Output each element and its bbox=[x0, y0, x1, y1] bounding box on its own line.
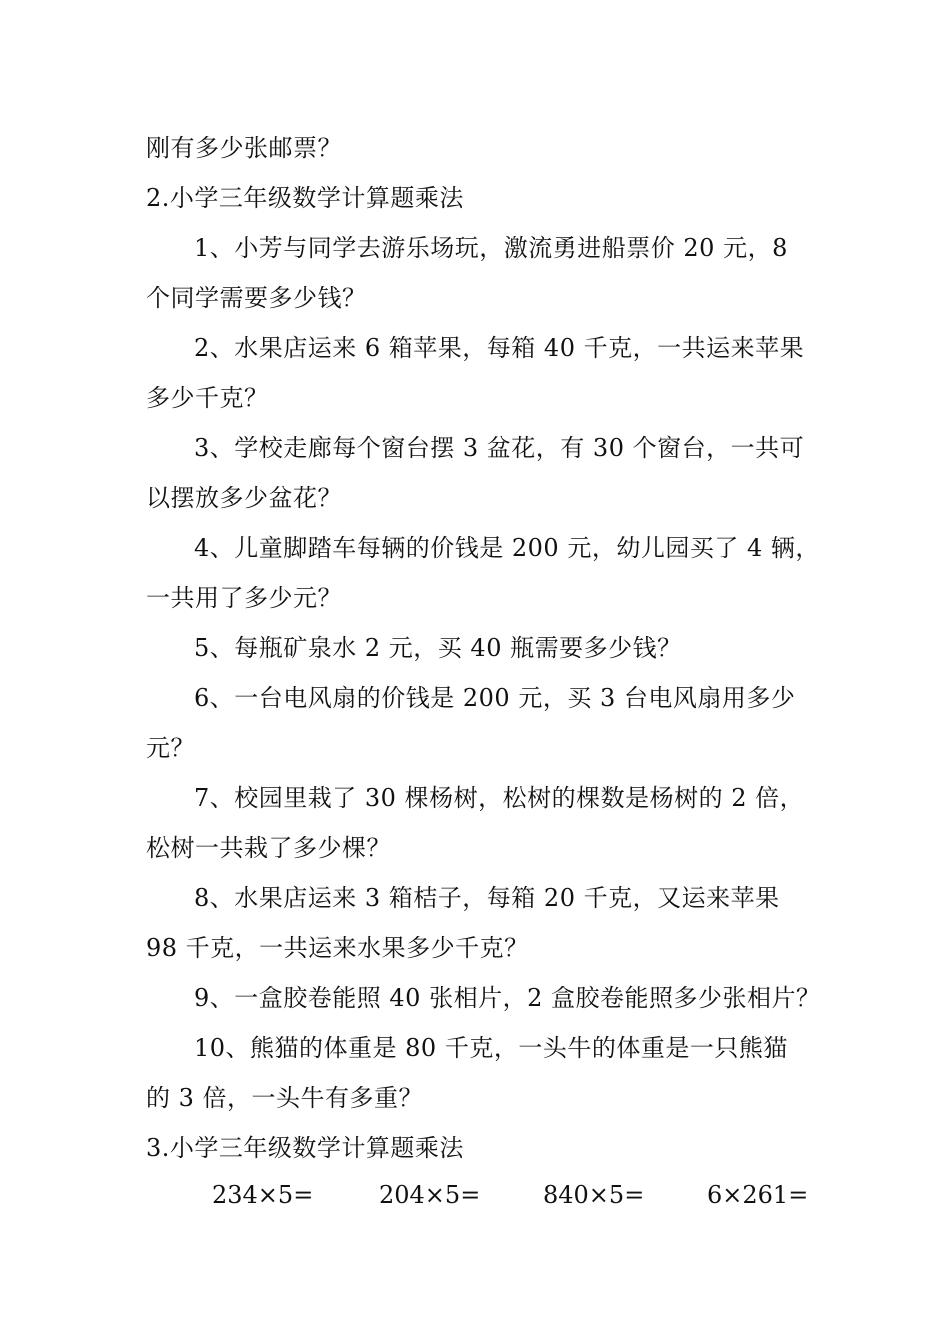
equation: 840×5= bbox=[543, 1181, 645, 1209]
problem-3-line-1: 3、学校走廊每个窗台摆 3 盆花，有 30 个窗台，一共可 bbox=[194, 434, 805, 462]
problem-4-line-2: 一共用了多少元？ bbox=[146, 584, 342, 612]
equation: 234×5= bbox=[212, 1181, 314, 1209]
problem-6-line-1: 6、一台电风扇的价钱是 200 元，买 3 台电风扇用多少 bbox=[194, 684, 796, 712]
problem-7-line-2: 松树一共栽了多少棵？ bbox=[146, 834, 391, 862]
problem-2-line-1: 2、水果店运来 6 箱苹果，每箱 40 千克，一共运来苹果 bbox=[194, 334, 805, 362]
problem-9-line-1: 9、一盒胶卷能照 40 张相片，2 盒胶卷能照多少张相片？ bbox=[194, 984, 821, 1012]
problem-10-line-2: 的 3 倍，一头牛有多重？ bbox=[146, 1084, 424, 1112]
problem-1-line-2: 个同学需要多少钱？ bbox=[146, 284, 367, 312]
problem-8-line-1: 8、水果店运来 3 箱桔子，每箱 20 千克，又运来苹果 bbox=[194, 884, 780, 912]
equation-row bbox=[0, 1180, 950, 1212]
equation: 204×5= bbox=[379, 1181, 481, 1209]
continuation-text: 刚有多少张邮票？ bbox=[146, 134, 342, 162]
problem-2-line-2: 多少千克？ bbox=[146, 384, 269, 412]
problem-1-line-1: 1、小芳与同学去游乐场玩，激流勇进船票价 20 元，8 bbox=[194, 234, 788, 262]
problem-4-line-1: 4、儿童脚踏车每辆的价钱是 200 元，幼儿园买了 4 辆， bbox=[194, 534, 820, 562]
problem-6-line-2: 元？ bbox=[146, 734, 195, 762]
section-2-title: 2.小学三年级数学计算题乘法 bbox=[146, 184, 464, 212]
equation: 6×261= bbox=[707, 1181, 809, 1209]
problem-5-line-1: 5、每瓶矿泉水 2 元，买 40 瓶需要多少钱？ bbox=[194, 634, 682, 662]
section-3-title: 3.小学三年级数学计算题乘法 bbox=[146, 1134, 464, 1162]
problem-8-line-2: 98 千克，一共运来水果多少千克？ bbox=[146, 934, 529, 962]
problem-10-line-1: 10、熊猫的体重是 80 千克，一头牛的体重是一只熊猫 bbox=[194, 1034, 788, 1062]
problem-7-line-1: 7、校园里栽了 30 棵杨树，松树的棵数是杨树的 2 倍， bbox=[194, 784, 805, 812]
problem-3-line-2: 以摆放多少盆花？ bbox=[146, 484, 342, 512]
